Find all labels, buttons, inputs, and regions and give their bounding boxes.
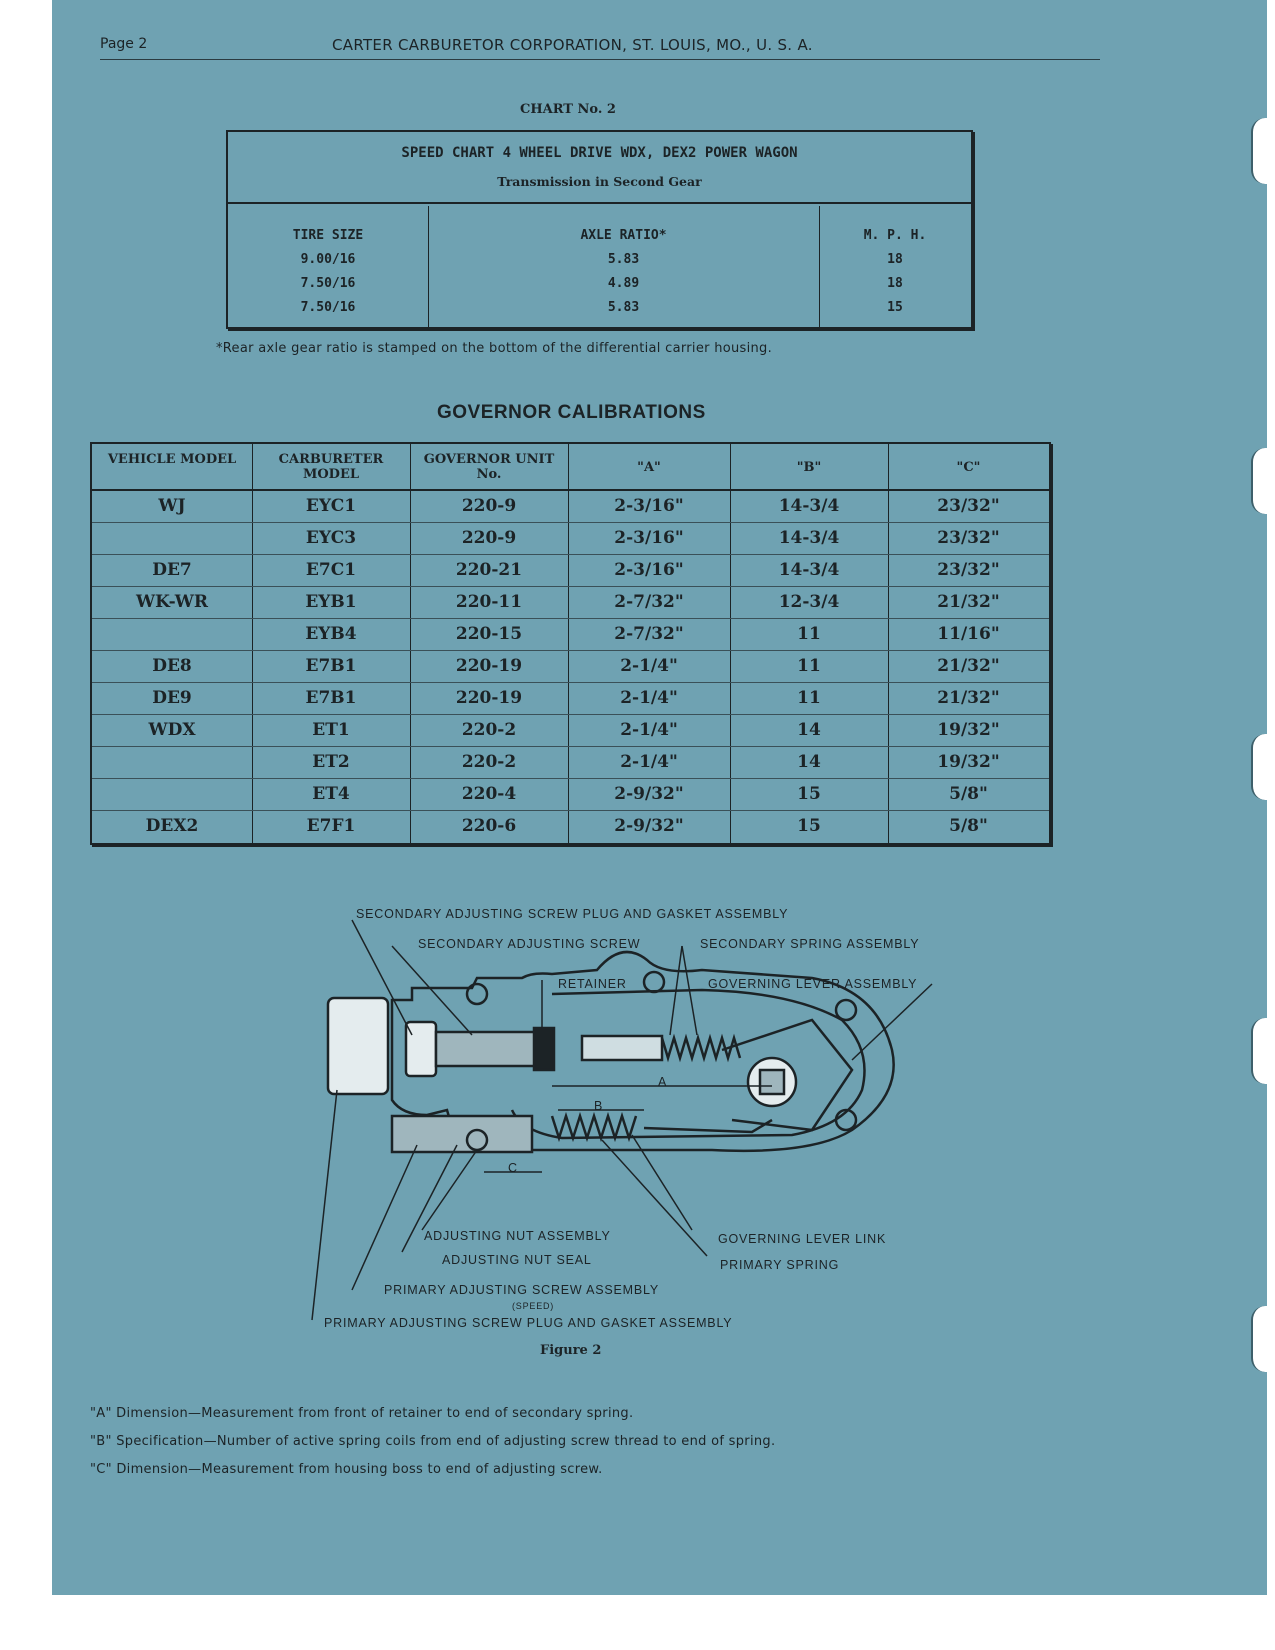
row-divider <box>92 682 1049 683</box>
dim-a-cell: 2-7/32" <box>614 592 684 612</box>
vehicle-model-cell: WK-WR <box>136 592 208 612</box>
leader-line <box>352 1145 417 1290</box>
dim-b-cell: 11 <box>797 688 821 708</box>
label-secondary-plug: SECONDARY ADJUSTING SCREW PLUG AND GASKET ASSEMBLY <box>356 907 789 921</box>
dim-a-cell: 2-3/16" <box>614 560 684 580</box>
lever-hub-nut <box>760 1070 784 1094</box>
label-primary-plug: PRIMARY ADJUSTING SCREW PLUG AND GASKET ASSEMBLY <box>324 1316 733 1330</box>
governor-diagram <box>252 900 972 1344</box>
carbureter-model-cell: E7F1 <box>306 816 356 836</box>
chart-label: CHART No. 2 <box>520 102 616 117</box>
dim-b-cell: 11 <box>797 656 821 676</box>
governor-title: GOVERNOR CALIBRATIONS <box>437 402 706 423</box>
secondary-screw <box>436 1032 536 1066</box>
speed-chart-title: SPEED CHART 4 WHEEL DRIVE WDX, DEX2 POWER WAGON <box>401 145 798 161</box>
dim-a-cell: 2-1/4" <box>620 720 678 740</box>
row-divider <box>92 778 1049 779</box>
dim-a-cell: 2-9/32" <box>614 784 684 804</box>
label-adjusting-nut-seal: ADJUSTING NUT SEAL <box>442 1253 592 1267</box>
label-primary-spring: PRIMARY SPRING <box>720 1258 840 1272</box>
dim-c-cell: 5/8" <box>949 816 988 836</box>
column-header: "C" <box>956 460 981 475</box>
binder-tab <box>1251 1306 1267 1372</box>
dim-b-cell: 14-3/4 <box>778 560 840 580</box>
column-header: TIRE SIZE <box>292 228 364 243</box>
label-secondary-screw: SECONDARY ADJUSTING SCREW <box>418 937 641 951</box>
table-cell: 18 <box>887 276 903 291</box>
dim-a-cell: 2-1/4" <box>620 688 678 708</box>
header-rule <box>100 59 1100 60</box>
dim-b-cell: 11 <box>797 624 821 644</box>
table-cell: 7.50/16 <box>300 276 356 291</box>
table-cell: 15 <box>887 300 903 315</box>
label-adjusting-nut: ADJUSTING NUT ASSEMBLY <box>424 1229 611 1243</box>
carbureter-model-cell: EYB1 <box>305 592 357 612</box>
boss-hole <box>836 1000 856 1020</box>
company-header: CARTER CARBURETOR CORPORATION, ST. LOUIS, MO., U. S. A. <box>332 36 813 54</box>
row-divider <box>92 586 1049 587</box>
dim-c-cell: 19/32" <box>937 752 1000 772</box>
vehicle-model-cell: WDX <box>148 720 196 740</box>
leader-line <box>602 1140 707 1256</box>
dim-c-cell: 19/32" <box>937 720 1000 740</box>
table-cell: 4.89 <box>607 276 640 291</box>
dim-b-cell: 12-3/4 <box>778 592 840 612</box>
carbureter-model-cell: ET2 <box>312 752 350 772</box>
label-speed: (SPEED) <box>512 1301 555 1311</box>
label-primary-screw: PRIMARY ADJUSTING SCREW ASSEMBLY <box>384 1283 659 1297</box>
leader-line <box>422 1150 477 1230</box>
table-cell: 5.83 <box>607 300 640 315</box>
governor-unit-cell: 220-4 <box>461 784 517 804</box>
dim-b-cell: 14 <box>797 720 821 740</box>
label-dimension-b: B <box>594 1099 604 1113</box>
carbureter-model-cell: EYC3 <box>305 528 357 548</box>
carbureter-model-cell: ET1 <box>312 720 350 740</box>
table-cell: 5.83 <box>607 252 640 267</box>
row-divider <box>92 810 1049 811</box>
governor-cutaway-svg <box>252 900 972 1340</box>
speed-chart-table <box>226 130 973 329</box>
dim-c-cell: 21/32" <box>937 592 1000 612</box>
column-header: VEHICLE MODEL <box>107 452 237 467</box>
binder-tab <box>1251 448 1267 514</box>
carbureter-model-cell: E7B1 <box>305 688 357 708</box>
column-header: "B" <box>796 460 822 475</box>
vehicle-model-cell: DE7 <box>152 560 192 580</box>
leader-line <box>312 1090 337 1320</box>
blue-page <box>52 0 1267 1595</box>
dim-c-cell: 5/8" <box>949 784 988 804</box>
boss-hole <box>467 984 487 1004</box>
label-retainer: RETAINER <box>558 977 627 991</box>
row-divider <box>92 746 1049 747</box>
binder-tab <box>1251 118 1267 184</box>
dim-c-cell: 21/32" <box>937 688 1000 708</box>
column-header: GOVERNOR UNIT No. <box>423 452 555 482</box>
primary-spring <box>552 1116 636 1138</box>
speed-chart-subtitle: Transmission in Second Gear <box>497 174 702 189</box>
governor-unit-cell: 220-9 <box>461 496 517 516</box>
dim-a-cell: 2-7/32" <box>614 624 684 644</box>
page-number: Page 2 <box>100 36 148 52</box>
speed-chart-footnote: *Rear axle gear ratio is stamped on the bottom of the differential carrier housing. <box>216 341 773 356</box>
vehicle-model-cell: DE8 <box>152 656 192 676</box>
table-cell: 9.00/16 <box>300 252 356 267</box>
table-cell: 18 <box>887 252 903 267</box>
governor-unit-cell: 220-2 <box>461 752 517 772</box>
note-dimension-a: "A" Dimension—Measurement from front of retainer to end of secondary spring. <box>90 1406 634 1421</box>
dim-b-cell: 15 <box>797 784 821 804</box>
vehicle-model-cell: DE9 <box>152 688 192 708</box>
figure-caption: Figure 2 <box>540 1343 602 1358</box>
note-dimension-c: "C" Dimension—Measurement from housing boss to end of adjusting screw. <box>90 1462 603 1477</box>
label-dimension-c: C <box>508 1161 518 1175</box>
column-header: AXLE RATIO* <box>580 228 667 243</box>
vehicle-model-cell: WJ <box>158 496 186 516</box>
dim-a-cell: 2-9/32" <box>614 816 684 836</box>
row-divider <box>92 618 1049 619</box>
dim-c-cell: 23/32" <box>937 496 1000 516</box>
row-divider <box>92 650 1049 651</box>
boss-hole <box>644 972 664 992</box>
carbureter-model-cell: EYB4 <box>305 624 357 644</box>
label-secondary-spring: SECONDARY SPRING ASSEMBLY <box>700 937 920 951</box>
dim-b-cell: 14 <box>797 752 821 772</box>
governor-unit-cell: 220-11 <box>455 592 523 612</box>
dim-c-cell: 23/32" <box>937 528 1000 548</box>
column-header: M. P. H. <box>863 228 927 243</box>
binder-tab <box>1251 734 1267 800</box>
column-header: CARBURETER MODEL <box>278 452 384 482</box>
dim-a-cell: 2-3/16" <box>614 496 684 516</box>
governor-unit-cell: 220-9 <box>461 528 517 548</box>
binder-tab <box>1251 1018 1267 1084</box>
carbureter-model-cell: E7B1 <box>305 656 357 676</box>
row-divider <box>92 522 1049 523</box>
primary-screw <box>392 1116 532 1152</box>
secondary-link <box>582 1036 662 1060</box>
vehicle-model-cell: DEX2 <box>145 816 199 836</box>
table-cell: 7.50/16 <box>300 300 356 315</box>
dim-b-cell: 14-3/4 <box>778 528 840 548</box>
carbureter-model-cell: EYC1 <box>305 496 357 516</box>
secondary-plug <box>406 1022 436 1076</box>
note-specification-b: "B" Specification—Number of active spring coils from end of adjusting screw thread to end of spring. <box>90 1434 776 1449</box>
carbureter-model-cell: E7C1 <box>305 560 357 580</box>
row-divider <box>92 714 1049 715</box>
label-dimension-a: A <box>658 1075 668 1089</box>
dim-c-cell: 11/16" <box>937 624 1000 644</box>
dim-c-cell: 21/32" <box>937 656 1000 676</box>
governor-unit-cell: 220-15 <box>455 624 523 644</box>
column-header: "A" <box>637 460 661 475</box>
governor-unit-cell: 220-21 <box>455 560 523 580</box>
governor-unit-cell: 220-19 <box>455 656 523 676</box>
governor-unit-cell: 220-2 <box>461 720 517 740</box>
label-governing-lever-link: GOVERNING LEVER LINK <box>718 1232 887 1246</box>
governor-table <box>90 442 1051 845</box>
dim-b-cell: 14-3/4 <box>778 496 840 516</box>
dim-b-cell: 15 <box>797 816 821 836</box>
dim-a-cell: 2-1/4" <box>620 656 678 676</box>
carbureter-model-cell: ET4 <box>312 784 350 804</box>
governor-unit-cell: 220-19 <box>455 688 523 708</box>
retainer <box>534 1028 554 1070</box>
dim-a-cell: 2-3/16" <box>614 528 684 548</box>
header-divider <box>92 489 1049 491</box>
dim-a-cell: 2-1/4" <box>620 752 678 772</box>
table-divider <box>228 202 971 204</box>
row-divider <box>92 554 1049 555</box>
primary-plug <box>328 998 388 1094</box>
label-governing-lever: GOVERNING LEVER ASSEMBLY <box>708 977 918 991</box>
governor-unit-cell: 220-6 <box>461 816 517 836</box>
dim-c-cell: 23/32" <box>937 560 1000 580</box>
